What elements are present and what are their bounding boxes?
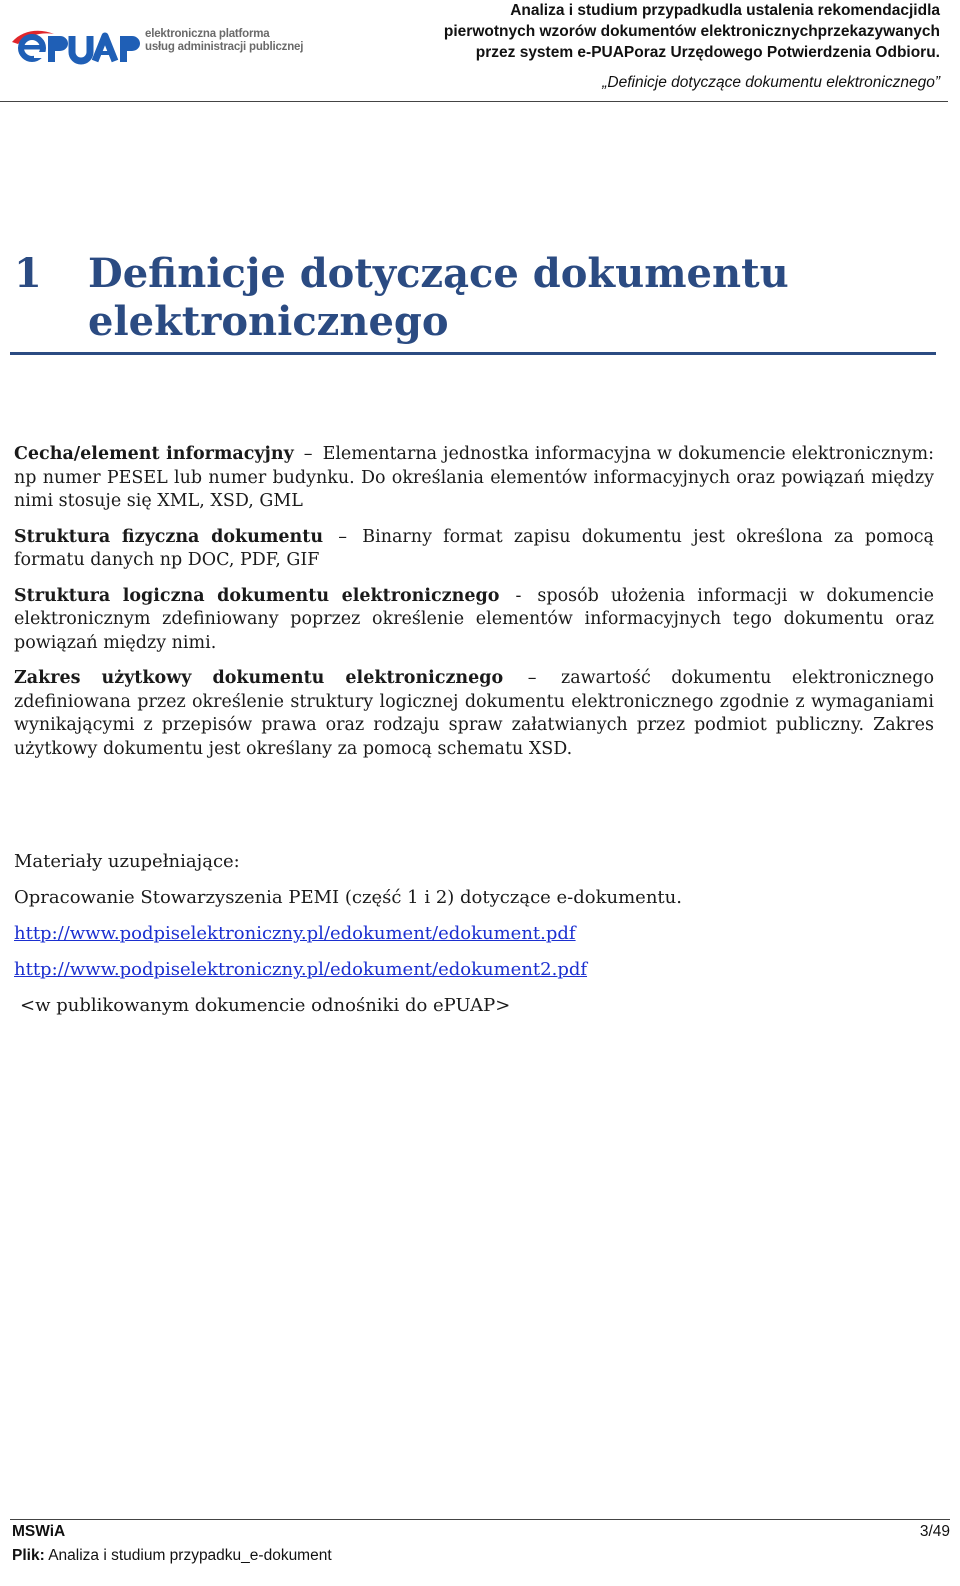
section-heading-rule [10,352,936,355]
section-title: Definicje dotyczące dokumentu elektronicznego [88,250,789,345]
definition-paragraph [14,526,934,573]
materials-note: <w publikowanym dokumencie odnośniki do ePUAP> [20,995,511,1016]
footer-file-name: Analiza i studium przypadku_e-dokument [48,1547,332,1564]
header-title-line: przez system e-PUAPoraz Urzędowego Potwierdzenia Odbioru. [475,44,940,61]
page-footer [12,1521,950,1569]
logo-tagline: elektroniczna platforma usług administracji publicznej [145,28,304,53]
footer-org: MSWiA [12,1523,66,1540]
definition-term: Cecha/element informacyjny [14,444,294,464]
definition-paragraph [14,667,934,761]
section-number: 1 [14,250,42,297]
footer-file-info [12,1545,950,1569]
footer-divider [10,1519,950,1520]
definition-paragraph [14,585,934,656]
page-number: 3/49 [919,1523,950,1540]
materials-description: Opracowanie Stowarzyszenia PEMI (część 1 i 2) dotyczące e-dokumentu. [14,887,682,908]
definition-separator: – [338,526,348,547]
definition-text: Elementarna jednostka informacyjna w dokumencie elektronicznym: np numer PESEL lub numer budynku. Do określania elementów informacyjnych oraz powiązań między nimi stosuje się XML, XSD, GML [14,444,934,511]
definition-paragraph [14,443,934,514]
definition-term: Struktura fizyczna dokumentu [14,526,324,547]
definition-term: Zakres użytkowy dokumentu elektronicznego [14,668,504,688]
materials-link[interactable]: http://www.podpiselektroniczny.pl/edokument/edokument2.pdf [14,959,588,980]
supplementary-materials [14,850,934,1030]
definition-text: sposób ułożenia informacji w dokumencie elektronicznym zdefiniowany poprzez określenie elementów informacyjnych tego dokumentu oraz powiązań między nimi. [14,585,934,653]
materials-link-row [14,922,934,946]
definition-text: Binarny format zapisu dokumentu jest określona za pomocą formatu danych np DOC, PDF, GIF [14,526,934,570]
footer-file-label: Plik: [12,1547,45,1564]
header-title-line: Analiza i studium przypadkudla ustalenia rekomendacjidla [510,2,940,19]
header-divider [0,101,948,102]
definition-separator: – [303,444,313,464]
definition-separator: - [515,585,522,606]
materials-heading: Materiały uzupełniające: [14,851,240,872]
header-title-block [444,0,940,92]
materials-link-row [14,958,934,982]
definition-separator: – [527,668,537,688]
definitions-list [14,443,934,773]
materials-link[interactable]: http://www.podpiselektroniczny.pl/edokument/edokument.pdf [14,923,576,944]
page-header [0,0,960,104]
definition-term: Struktura logiczna dokumentu elektronicznego [14,585,500,606]
header-title-line: pierwotnych wzorów dokumentów elektronicznychprzekazywanych [443,23,940,40]
definition-text: zawartość dokumentu elektronicznego zdefiniowana przez określenie struktury logicznej dokumentu elektronicznego zgodnie z wymaganiami wynikającymi z przepisów prawa oraz rodzaju spraw załatwianych przez podmiot publiczny. Zakres użytkowy dokumentu jest określany za pomocą schematu XSD. [14,668,934,759]
header-subtitle: „Definicje dotyczące dokumentu elektronicznego” [602,74,940,91]
